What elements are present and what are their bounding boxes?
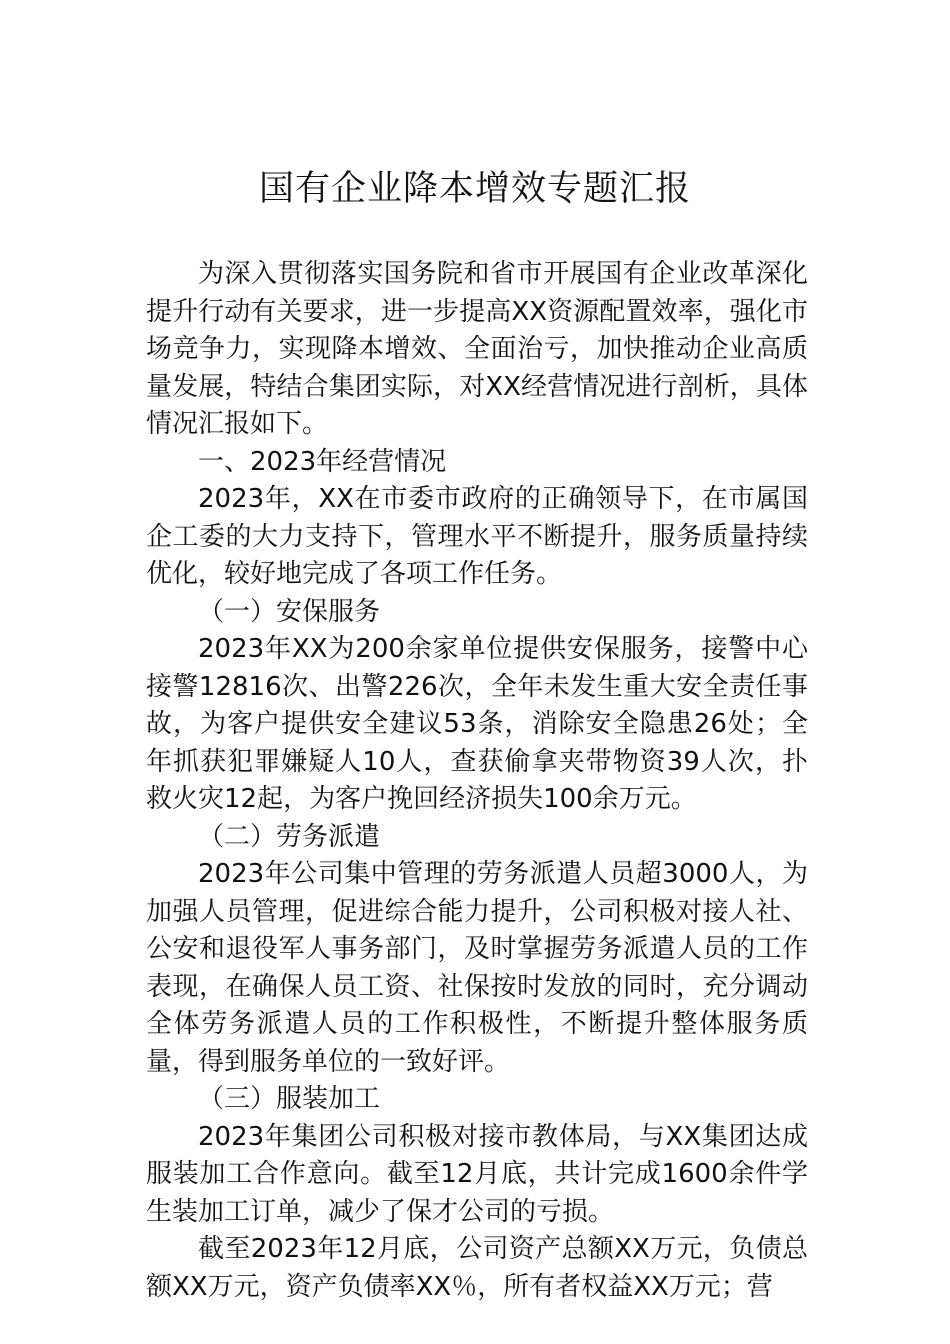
body-paragraph: 2023年公司集中管理的劳务派遣人员超3000人，为加强人员管理，促进综合能力提升，公司积极对接人社、公安和退役军人事务部门，及时掌握劳务派遣人员的工作表现，在确保人员工资、社保按时发放的同时，充分调动全体劳务派遣人员的工作积极性，不断提升整体服务质量，得到服务单位的一致好评。 — [146, 859, 808, 1077]
body-paragraph: 截至2023年12月底，公司资产总额XX万元，负债总额XX万元，资产负债率XX％，所有者权益XX万元；营 — [146, 1234, 808, 1302]
intro-paragraph: 为深入贯彻落实国务院和省市开展国有企业改革深化提升行动有关要求，进一步提高XX资源配置效率，强化市场竞争力，实现降本增效、全面治亏，加快推动企业高质量发展，特结合集团实际，对XX经营情况进行剖析，具体情况汇报如下。 — [146, 259, 808, 439]
document-title: 国有企业降本增效专题汇报 — [258, 169, 691, 209]
body-paragraph: 2023年XX为200余家单位提供安保服务，接警中心接警12816次、出警226次，全年未发生重大安全责任事故，为客户提供安全建议53条，消除安全隐患26处；全年抓获犯罪嫌疑人10人，查获偷拿夹带物资39人次，扑救火灾12起，为客户挽回经济损失100余万元。 — [146, 634, 808, 814]
subsection-heading-garment: （三）服装加工 — [198, 1084, 381, 1114]
body-paragraph: 2023年集团公司积极对接市教体局，与XX集团达成服装加工合作意向。截至12月底，共计完成1600余件学生装加工订单，减少了保才公司的亏损。 — [146, 1121, 808, 1227]
section-heading-1: 一、2023年经营情况 — [198, 446, 447, 477]
subsection-heading-labor: （二）劳务派遣 — [198, 821, 381, 852]
body-paragraph: 2023年，XX在市委市政府的正确领导下，在市属国企工委的大力支持下，管理水平不断提升，服务质量持续优化，较好地完成了各项工作任务。 — [146, 484, 808, 589]
document-body — [146, 256, 808, 1306]
subsection-heading-security: （一）安保服务 — [198, 596, 381, 627]
